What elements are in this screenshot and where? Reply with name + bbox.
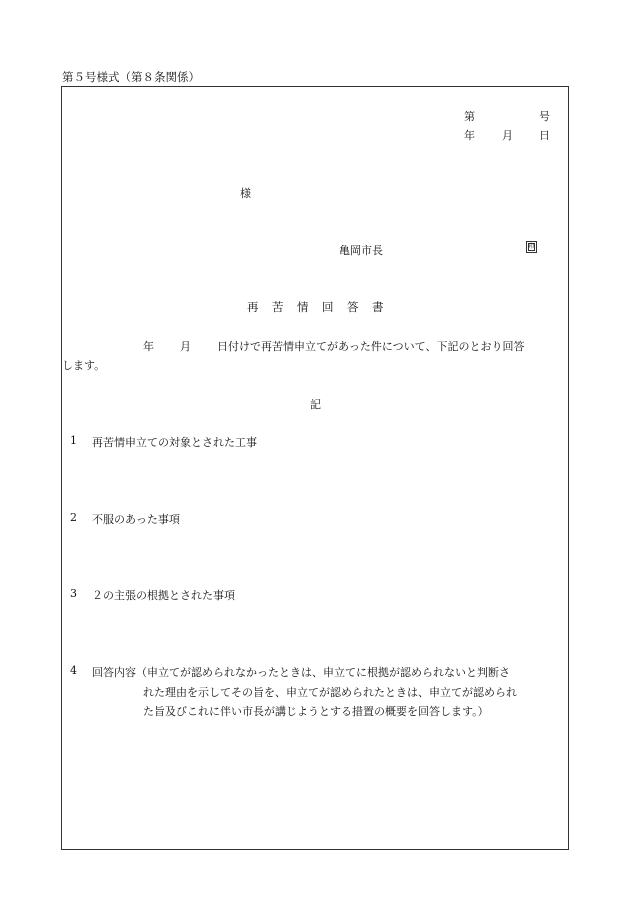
date-day: 日 bbox=[539, 129, 550, 142]
item-text-line: 回答内容（申立てが認められなかったときは、申立てに根拠が認められないと判断さ bbox=[92, 666, 510, 679]
title-char: 情 bbox=[297, 300, 309, 314]
date-month: 月 bbox=[502, 129, 513, 142]
body-text: 日付けで再苦情申立てがあった件について、下記のとおり回答 bbox=[217, 340, 525, 353]
item-text: 不服のあった事項 bbox=[92, 513, 180, 526]
item-number: 4 bbox=[70, 664, 77, 677]
date-year: 年 bbox=[464, 129, 475, 142]
title-char: 再 bbox=[247, 300, 259, 314]
item-number: 1 bbox=[70, 434, 77, 447]
sender-name: 亀岡市長 bbox=[339, 244, 383, 257]
body-month: 月 bbox=[180, 340, 191, 353]
item-text-line: れた理由を示してその旨を、申立てが認められたときは、申立てが認められ bbox=[143, 686, 517, 699]
document-number-suffix: 号 bbox=[539, 110, 550, 123]
item-number: 3 bbox=[70, 587, 77, 600]
document-frame bbox=[61, 86, 569, 850]
title-char: 苦 bbox=[272, 300, 284, 314]
form-label: 第５号様式（第８条関係） bbox=[62, 70, 200, 84]
item-text: 再苦情申立ての対象とされた工事 bbox=[92, 436, 257, 449]
ki-heading: 記 bbox=[310, 398, 321, 411]
document-number-prefix: 第 bbox=[464, 110, 475, 123]
seal-icon bbox=[526, 241, 537, 253]
title-char: 回 bbox=[322, 300, 334, 314]
item-number: 2 bbox=[70, 511, 77, 524]
body-continuation: します。 bbox=[62, 359, 106, 372]
addressee-honorific: 様 bbox=[240, 187, 251, 200]
item-text: ２の主張の根拠とされた事項 bbox=[92, 589, 235, 602]
body-year: 年 bbox=[143, 340, 154, 353]
title-char: 書 bbox=[372, 300, 384, 314]
seal-mark: 印 bbox=[528, 243, 535, 250]
title-char: 答 bbox=[347, 300, 359, 314]
item-text-line: た旨及びこれに伴い市長が講じようとする措置の概要を回答します。） bbox=[143, 705, 489, 718]
